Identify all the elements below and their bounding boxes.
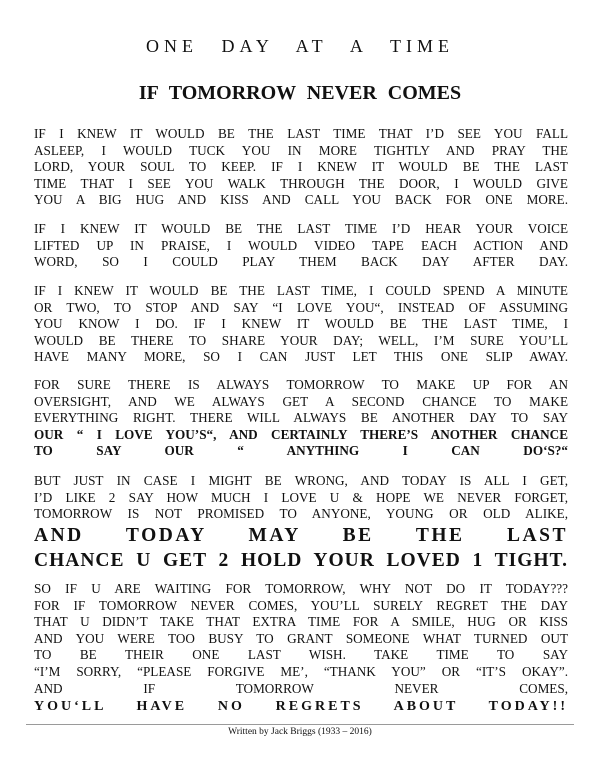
stanza-2 (34, 221, 568, 271)
stanza-line: ASLEEP, I WOULD TUCK YOU IN MORE TIGHTLY AND PRAY THE (34, 142, 568, 158)
stanza-6 (34, 581, 568, 717)
stanza-4 (34, 377, 568, 460)
stanza-line: OR TWO, TO STOP AND SAY “I LOVE YOU“, INSTEAD OF ASSUMING (34, 299, 568, 315)
footer-divider (26, 724, 574, 725)
stanza-line: WOULD BE THERE TO SHARE YOUR DAY; WELL, I’M SURE YOU’LL (34, 332, 568, 348)
stanza-line: BUT JUST IN CASE I MIGHT BE WRONG, AND TODAY IS ALL I GET, (34, 473, 568, 488)
stanza-line: TOMORROW IS NOT PROMISED TO ANYONE, YOUNG OR OLD ALIKE, (34, 506, 568, 522)
stanza-1 (34, 126, 568, 209)
stanza-line: IF I KNEW IT WOULD BE THE LAST TIME THAT I’D SEE YOU FALL (34, 126, 568, 141)
stanza-5 (34, 473, 568, 573)
poem-title: IF TOMORROW NEVER COMES (138, 82, 462, 104)
stanza-line: OVERSIGHT, AND WE ALWAYS GET A SECOND CHANCE TO MAKE (34, 393, 568, 409)
stanza-line: FOR IF TOMORROW NEVER COMES, YOU’LL SURELY REGRET THE DAY (34, 597, 568, 613)
stanza-line: IF I KNEW IT WOULD BE THE LAST TIME, I COULD SPEND A MINUTE (34, 283, 568, 298)
page-title: ONE DAY AT A TIME (145, 36, 455, 56)
stanza-line: OUR “ I LOVE YOU’S“, AND CERTAINLY THERE’S ANOTHER CHANCE (34, 426, 568, 442)
closing-line: YOU‘LL HAVE NO REGRETS ABOUT TODAY!! (34, 699, 568, 715)
stanza-line: SO IF U ARE WAITING FOR TOMORROW, WHY NOT DO IT TODAY??? (34, 581, 568, 596)
stanza-line: FOR SURE THERE IS ALWAYS TOMORROW TO MAKE UP FOR AN (34, 377, 568, 392)
stanza-line: HAVE MANY MORE, SO I CAN JUST LET THIS ONE SLIP AWAY. (34, 349, 568, 365)
stanza-line: IF I KNEW IT WOULD BE THE LAST TIME I’D HEAR YOUR VOICE (34, 221, 568, 236)
stanza-line: YOU A BIG HUG AND KISS AND CALL YOU BACK FOR ONE MORE. (34, 192, 568, 208)
stanza-line: TO SAY OUR “ ANYTHING I CAN DO‘S?“ (34, 443, 568, 459)
stanza-line: “I’M SORRY, “PLEASE FORGIVE ME’, “THANK YOU” OR “IT’S OKAY”. (34, 663, 568, 679)
stanza-line: LORD, YOUR SOUL TO KEEP. IF I KNEW IT WOULD BE THE LAST (34, 159, 568, 175)
stanza-line: AND IF TOMORROW NEVER COMES, (34, 680, 568, 696)
stanza-line: THAT U DIDN’T TAKE THAT EXTRA TIME FOR A SMILE, HUG OR KISS (34, 614, 568, 630)
stanza-line: LIFTED UP IN PRAISE, I WOULD VIDEO TAPE EACH ACTION AND (34, 237, 568, 253)
emphasis-line: AND TODAY MAY BE THE LAST (34, 524, 568, 546)
stanza-line: EVERYTHING RIGHT. THERE WILL ALWAYS BE ANOTHER DAY TO SAY (34, 410, 568, 426)
emphasis-line: CHANCE U GET 2 HOLD YOUR LOVED 1 TIGHT. (34, 549, 568, 571)
author-credit: Written by Jack Briggs (1933 – 2016) (228, 727, 372, 737)
stanza-line: TO BE THEIR ONE LAST WISH. TAKE TIME TO SAY (34, 647, 568, 663)
stanza-line: AND YOU WERE TOO BUSY TO GRANT SOMEONE WHAT TURNED OUT (34, 630, 568, 646)
stanza-line: WORD, SO I COULD PLAY THEM BACK DAY AFTER DAY. (34, 254, 568, 270)
stanza-3 (34, 283, 568, 366)
stanza-line: I’D LIKE 2 SAY HOW MUCH I LOVE U & HOPE WE NEVER FORGET, (34, 489, 568, 505)
stanza-line: YOU KNOW I DO. IF I KNEW IT WOULD BE THE LAST TIME, I (34, 316, 568, 332)
stanza-line: TIME THAT I SEE YOU WALK THROUGH THE DOOR, I WOULD GIVE (34, 175, 568, 191)
